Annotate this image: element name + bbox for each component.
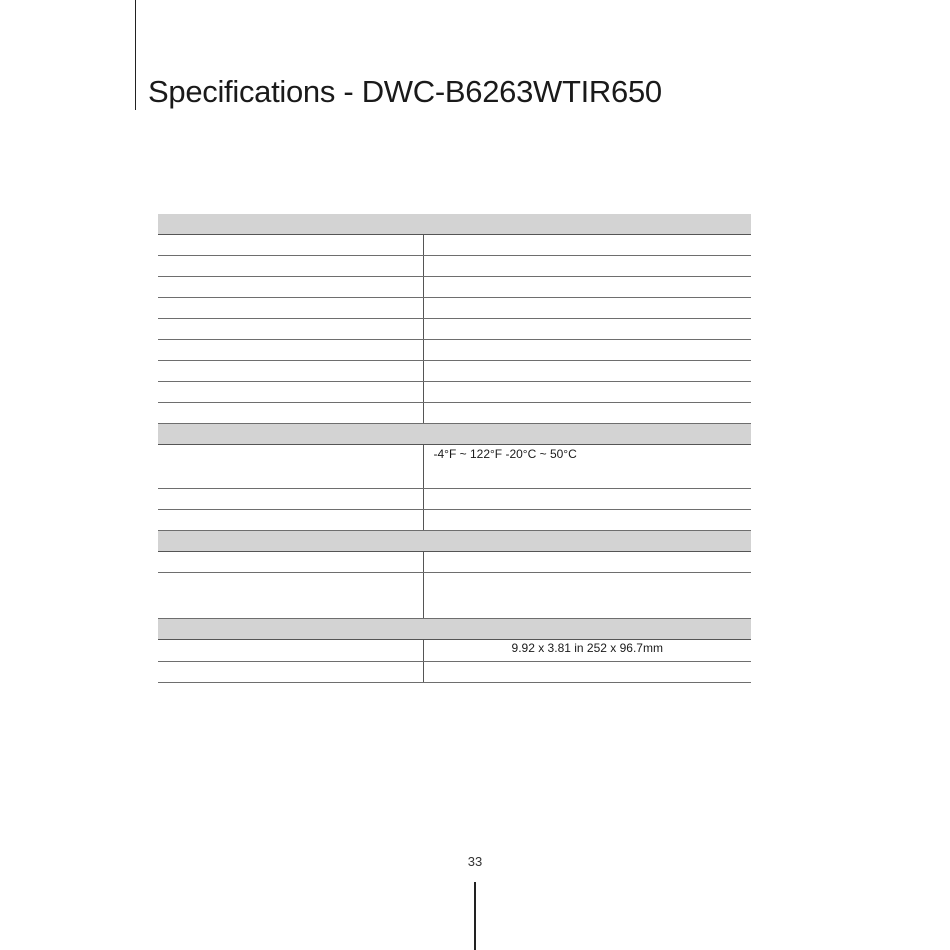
table-row <box>158 573 751 619</box>
section-header <box>158 214 751 235</box>
dimensions-value: 9.92 x 3.81 in 252 x 96.7mm <box>423 640 751 662</box>
table-row <box>158 403 751 424</box>
section-header <box>158 619 751 640</box>
table-row <box>158 361 751 382</box>
table-row <box>158 277 751 298</box>
table-row <box>158 298 751 319</box>
page-number: 33 <box>467 854 483 869</box>
table-row <box>158 319 751 340</box>
operating-temperature-value: -4°F ~ 122°F -20°C ~ 50°C <box>423 445 751 489</box>
table-row <box>158 445 751 489</box>
table-row <box>158 382 751 403</box>
page-title: Specifications - DWC-B6263WTIR650 <box>148 74 662 109</box>
bottom-margin-rule <box>474 882 476 950</box>
table-row <box>158 640 751 662</box>
table-row <box>158 340 751 361</box>
section-header <box>158 424 751 445</box>
left-margin-rule <box>135 0 136 110</box>
table-row <box>158 235 751 256</box>
table-row <box>158 552 751 573</box>
section-header <box>158 531 751 552</box>
table-row <box>158 489 751 510</box>
table-row <box>158 256 751 277</box>
specifications-table <box>158 214 751 683</box>
table-row <box>158 662 751 683</box>
table-row <box>158 510 751 531</box>
